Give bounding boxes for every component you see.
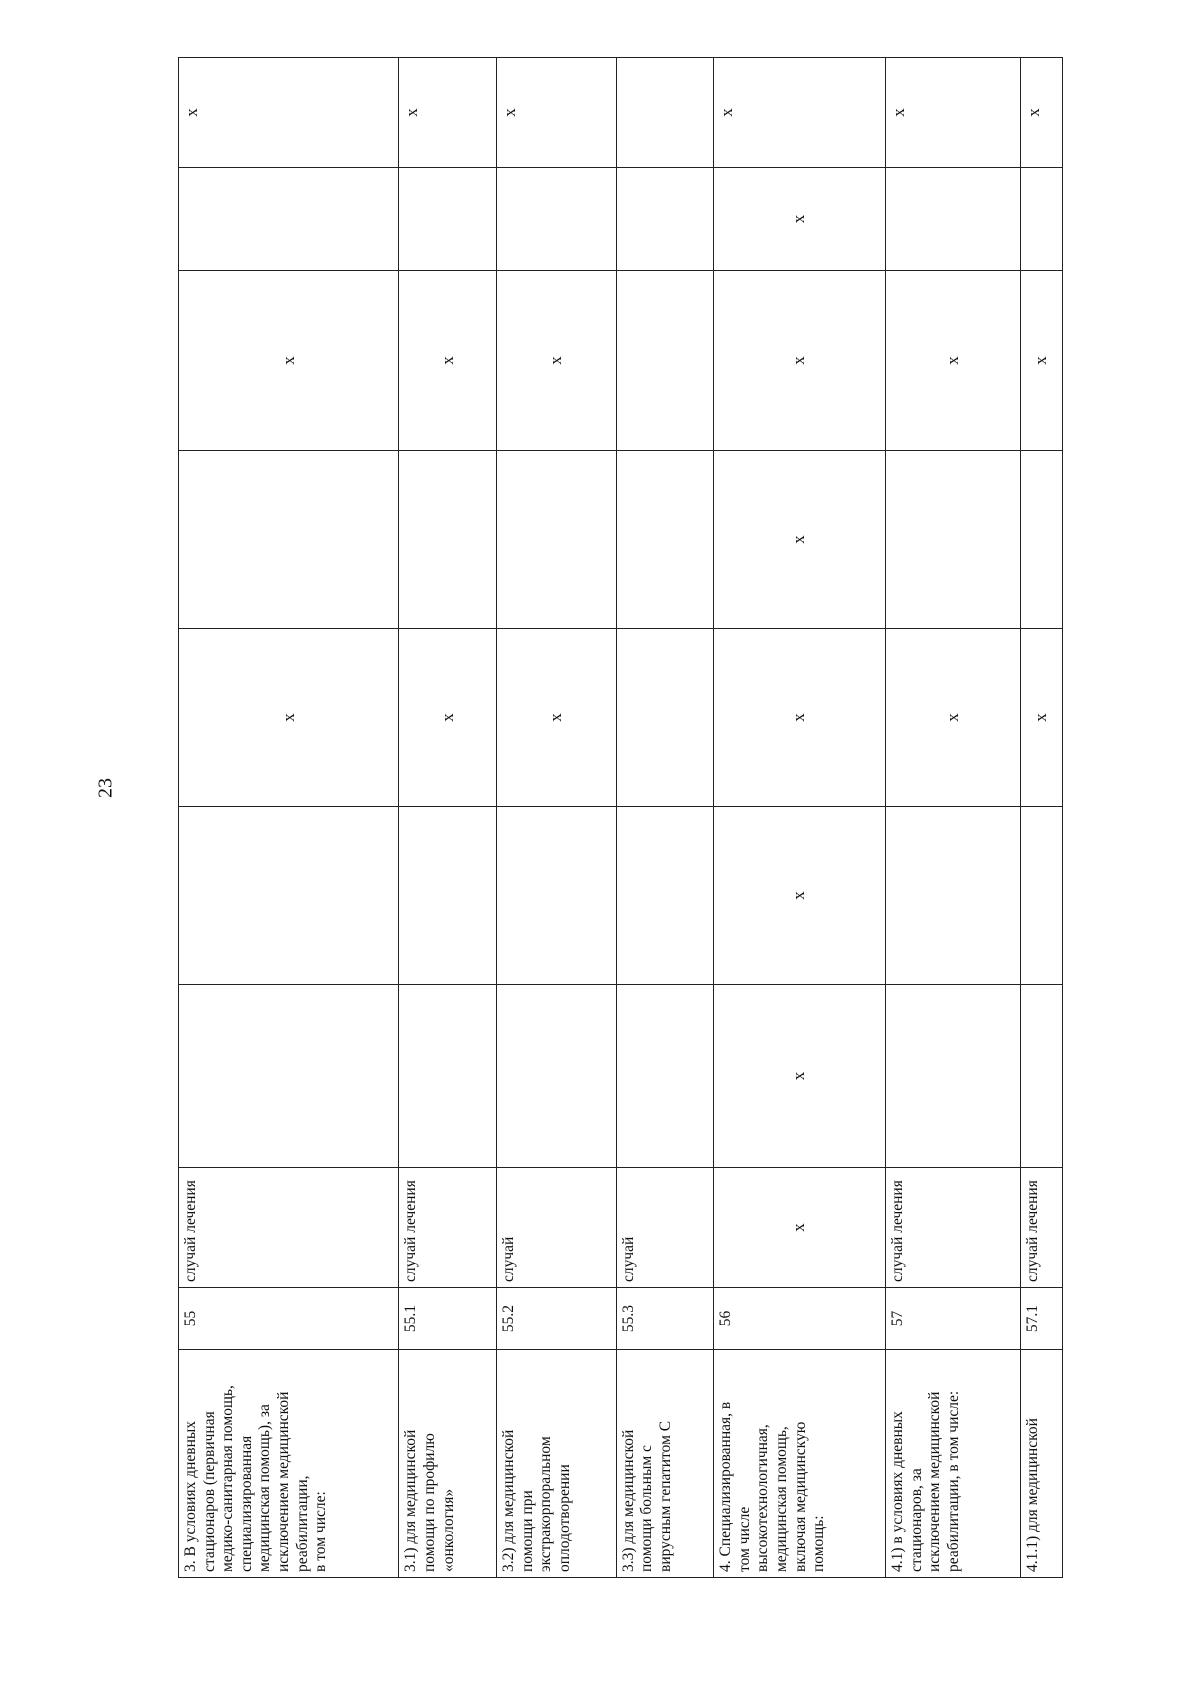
row-name-cell: 4.1) в условиях дневных стационаров, за исключением медицинской реабилитации, в том числе:: [885, 1350, 1020, 1578]
row-value-cell: [496, 451, 616, 629]
row-value-cell: x: [714, 985, 886, 1168]
row-value-cell: x: [399, 58, 497, 168]
row-value-cell: [179, 451, 399, 629]
data-table: [178, 57, 1063, 1578]
row-value-cell: x: [179, 271, 399, 451]
row-code-cell: 56: [714, 1288, 886, 1350]
row-value-cell: [616, 629, 714, 807]
row-value-cell: [885, 807, 1020, 985]
row-name-cell: 3.1) для медицинской помощи по профилю «онкология»: [399, 1350, 497, 1578]
row-value-cell: x: [714, 58, 886, 168]
row-value-cell: [399, 807, 497, 985]
row-unit-cell: случай: [496, 1168, 616, 1288]
rotated-table: [178, 58, 1063, 1578]
row-code-cell: 55.2: [496, 1288, 616, 1350]
table-row: [179, 58, 399, 1578]
row-value-cell: x: [399, 271, 497, 451]
table-row: [885, 58, 1020, 1578]
row-unit-cell: случай: [616, 1168, 714, 1288]
row-value-cell: [496, 807, 616, 985]
row-value-cell: [885, 451, 1020, 629]
row-value-cell: [1020, 985, 1062, 1168]
row-unit-cell: случай лечения: [399, 1168, 497, 1288]
row-value-cell: x: [714, 168, 886, 271]
row-code-cell: 57.1: [1020, 1288, 1062, 1350]
row-name-cell: 4. Специализированная, в том числе высокотехнологичная, медицинская помощь, включая медицинскую помощь:: [714, 1350, 886, 1578]
row-value-cell: [399, 985, 497, 1168]
row-value-cell: [616, 58, 714, 168]
row-name-cell: 3. В условиях дневных стационаров (первичная медико-санитарная помощь, специализированная медицинская помощь), за исключением медицинской реабилитации, в том числе:: [179, 1350, 399, 1578]
row-value-cell: x: [496, 58, 616, 168]
row-value-cell: [399, 451, 497, 629]
row-value-cell: x: [1020, 271, 1062, 451]
page-number: 23: [94, 778, 117, 798]
row-code-cell: 57: [885, 1288, 1020, 1350]
row-unit-cell: случай лечения: [885, 1168, 1020, 1288]
row-value-cell: [885, 168, 1020, 271]
row-value-cell: x: [714, 271, 886, 451]
row-unit-cell: случай лечения: [1020, 1168, 1062, 1288]
row-value-cell: [885, 985, 1020, 1168]
table-row: [496, 58, 616, 1578]
row-value-cell: [616, 985, 714, 1168]
row-value-cell: x: [399, 629, 497, 807]
row-name-cell: 4.1.1) для медицинской: [1020, 1350, 1062, 1578]
row-value-cell: x: [179, 58, 399, 168]
row-code-cell: 55.3: [616, 1288, 714, 1350]
row-value-cell: x: [885, 629, 1020, 807]
row-value-cell: x: [1020, 58, 1062, 168]
row-value-cell: x: [714, 807, 886, 985]
row-value-cell: [496, 168, 616, 271]
row-value-cell: x: [714, 451, 886, 629]
row-value-cell: x: [714, 629, 886, 807]
table-row: [1020, 58, 1062, 1578]
row-value-cell: [179, 985, 399, 1168]
row-name-cell: 3.3) для медицинской помощи больным с вирусным гепатитом С: [616, 1350, 714, 1578]
row-value-cell: [616, 807, 714, 985]
table-row: [714, 58, 886, 1578]
row-value-cell: [1020, 168, 1062, 271]
row-value-cell: [616, 271, 714, 451]
row-code-cell: 55.1: [399, 1288, 497, 1350]
row-name-cell: 3.2) для медицинской помощи при экстракорпоральном оплодотворении: [496, 1350, 616, 1578]
row-value-cell: [179, 168, 399, 271]
row-value-cell: [399, 168, 497, 271]
row-value-cell: [616, 168, 714, 271]
table-row: [616, 58, 714, 1578]
row-value-cell: x: [885, 271, 1020, 451]
row-code-cell: 55: [179, 1288, 399, 1350]
row-value-cell: [496, 985, 616, 1168]
table-row: [399, 58, 497, 1578]
row-value-cell: x: [179, 629, 399, 807]
row-value-cell: [616, 451, 714, 629]
row-value-cell: x: [885, 58, 1020, 168]
row-value-cell: x: [1020, 629, 1062, 807]
row-unit-cell: x: [714, 1168, 886, 1288]
row-unit-cell: случай лечения: [179, 1168, 399, 1288]
row-value-cell: [179, 807, 399, 985]
row-value-cell: x: [496, 271, 616, 451]
row-value-cell: [1020, 451, 1062, 629]
row-value-cell: x: [496, 629, 616, 807]
row-value-cell: [1020, 807, 1062, 985]
